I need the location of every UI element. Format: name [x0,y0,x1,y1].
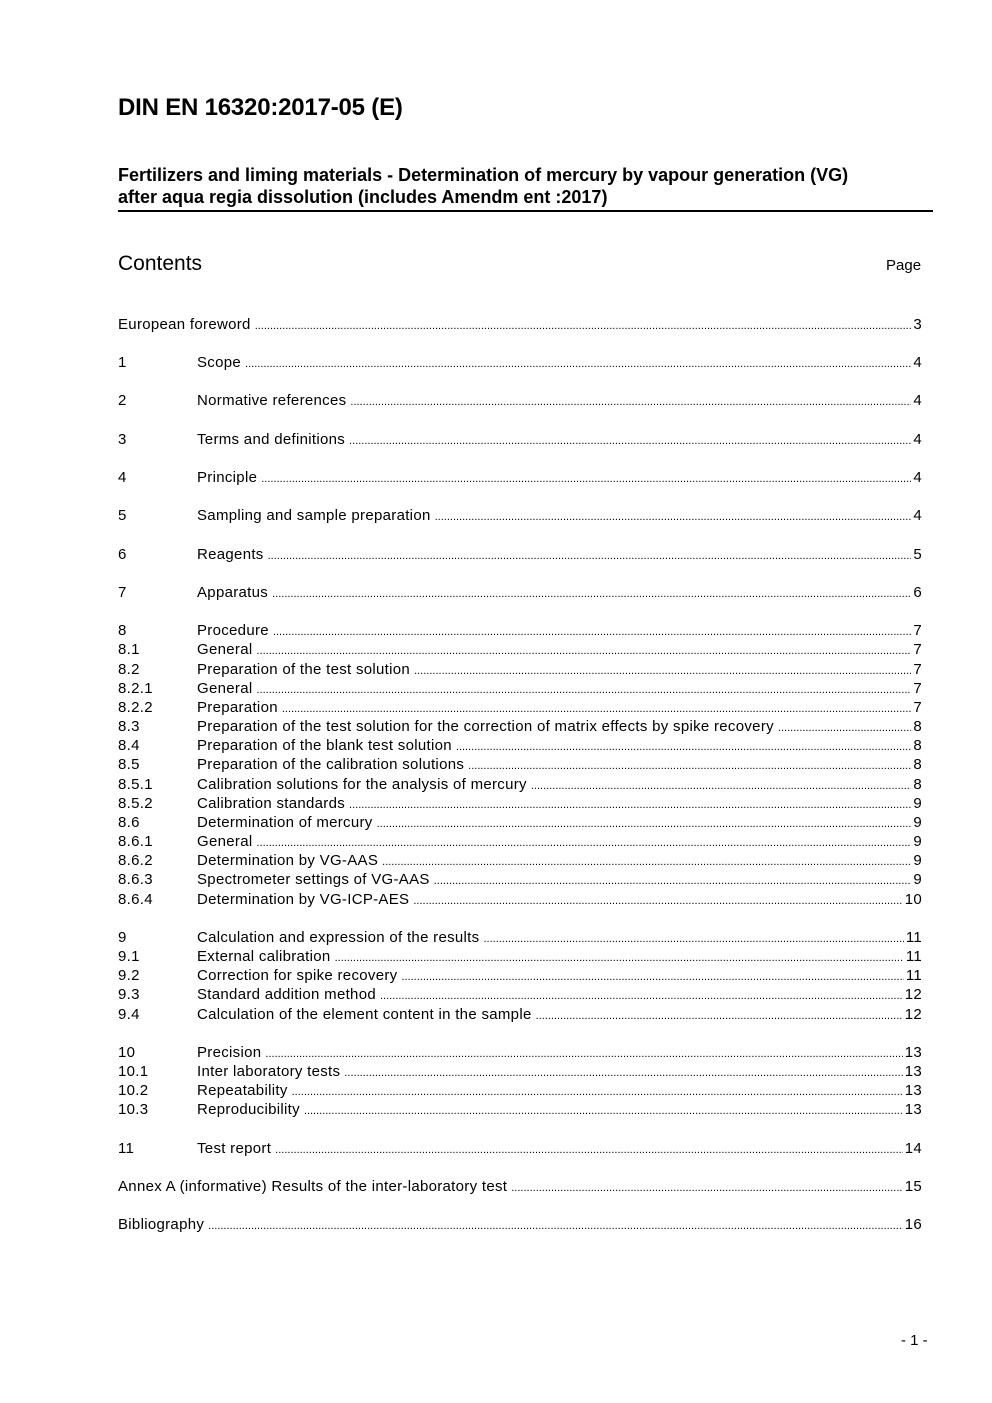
toc-entry-number: 8.4 [118,737,140,754]
toc-dot-leader [268,545,912,566]
toc-entry-page: 9 [913,795,922,812]
toc-dot-leader [304,1100,903,1121]
toc-entry[interactable] [118,794,922,813]
toc-entry-page: 13 [904,1101,922,1118]
toc-dot-leader [456,736,911,757]
toc-entry-page: 8 [913,718,922,735]
toc-entry-title: General [197,680,253,697]
toc-entry-number: 8.5 [118,756,140,773]
toc-entry-number: 8.6.2 [118,852,153,869]
toc-entry[interactable] [118,545,922,564]
toc-entry-title: Bibliography [118,1216,205,1233]
toc-entry-page: 4 [913,354,922,371]
toc-dot-leader [536,1005,903,1026]
toc-dot-leader [483,928,903,949]
toc-entry[interactable] [118,640,922,659]
toc-dot-leader [282,698,911,719]
toc-entry-page: 4 [913,392,922,409]
toc-entry-page: 6 [913,584,922,601]
toc-entry-page: 9 [913,852,922,869]
toc-entry-title: Determination by VG-ICP-AES [197,891,410,908]
toc-entry[interactable] [118,1043,922,1062]
toc-entry-number: 9.2 [118,967,140,984]
toc-entry-page: 9 [913,814,922,831]
toc-entry-title: Reproducibility [197,1101,300,1118]
toc-entry-title: Repeatability [197,1082,288,1099]
toc-entry[interactable] [118,583,922,602]
toc-entry-number: 5 [118,507,127,524]
toc-dot-leader [292,1081,903,1102]
toc-entry-title: Inter laboratory tests [197,1063,341,1080]
toc-entry-page: 12 [904,986,922,1003]
toc-entry-number: 9.4 [118,1006,140,1023]
toc-entry-page: 9 [913,833,922,850]
toc-dot-leader [272,583,911,604]
toc-dot-leader [434,870,912,891]
toc-entry[interactable] [118,928,922,947]
toc-entry-page: 15 [904,1178,922,1195]
toc-entry-title: Preparation of the blank test solution [197,737,452,754]
toc-entry[interactable] [118,985,922,1004]
toc-entry-number: 8.2 [118,661,140,678]
toc-entry[interactable] [118,679,922,698]
toc-entry[interactable] [118,813,922,832]
toc-entry-title: Calibration solutions for the analysis of mercury [197,776,527,793]
toc-entry-title: Normative references [197,392,347,409]
document-title-line-1: Fertilizers and liming materials - Determination of mercury by vapour generation (VG) [118,165,849,185]
toc-dot-leader [344,1062,902,1083]
toc-entry-page: 8 [913,737,922,754]
toc-entry-number: 9 [118,929,127,946]
toc-entry-title: Standard addition method [197,986,376,1003]
page-column-label: Page [886,257,922,274]
toc-entry-title: Terms and definitions [197,431,346,448]
toc-entry-number: 8.6.1 [118,833,153,850]
toc-entry-number: 10 [118,1044,136,1061]
toc-dot-leader [511,1177,902,1198]
toc-entry[interactable] [118,698,922,717]
toc-entry-title: Reagents [197,546,264,563]
toc-entry-title: External calibration [197,948,331,965]
toc-dot-leader [350,391,911,412]
toc-entry-page: 7 [913,699,922,716]
toc-entry-number: 8.6.4 [118,891,153,908]
toc-entry-number: 8.6 [118,814,140,831]
toc-entry-page: 16 [904,1216,922,1233]
toc-entry[interactable] [118,1177,922,1196]
toc-entry[interactable] [118,621,922,640]
toc-entry-title: Preparation of the test solution for the correction of matrix effects by spike recovery [197,718,774,735]
toc-entry-title: Determination of mercury [197,814,373,831]
toc-entry[interactable] [118,506,922,525]
toc-entry[interactable] [118,851,922,870]
toc-entry-page: 13 [904,1044,922,1061]
toc-dot-leader [349,430,911,451]
toc-entry-title: Calculation of the element content in the sample [197,1006,532,1023]
toc-entry-title: Scope [197,354,242,371]
toc-entry-number: 8.2.1 [118,680,153,697]
toc-dot-leader [380,985,903,1006]
toc-entry-number: 11 [118,1140,135,1157]
toc-entry[interactable] [118,1215,922,1234]
toc-entry-page: 13 [904,1063,922,1080]
toc-entry-number: 8.1 [118,641,140,658]
toc-entry-number: 6 [118,546,127,563]
toc-entry-page: 7 [913,641,922,658]
toc-entry[interactable] [118,870,922,889]
toc-entry-title: Calculation and expression of the results [197,929,480,946]
toc-entry-number: 9.3 [118,986,140,1003]
toc-entry-page: 3 [913,316,922,333]
toc-entry[interactable] [118,775,922,794]
toc-entry-title: Correction for spike recovery [197,967,398,984]
toc-dot-leader [255,315,912,336]
toc-entry-number: 8 [118,622,127,639]
toc-dot-leader [401,966,903,987]
toc-entry[interactable] [118,966,922,985]
toc-entry[interactable] [118,736,922,755]
toc-entry-title: Principle [197,469,258,486]
toc-dot-leader [349,794,911,815]
toc-entry-page: 7 [913,622,922,639]
toc-entry[interactable] [118,755,922,774]
toc-entry-title: Sampling and sample preparation [197,507,431,524]
toc-dot-leader [382,851,911,872]
toc-dot-leader [414,660,911,681]
toc-dot-leader [468,755,911,776]
toc-dot-leader [531,775,912,796]
toc-entry[interactable] [118,468,922,487]
toc-entry-title: Preparation [197,699,278,716]
document-title [118,164,933,212]
toc-entry-number: 8.6.3 [118,871,153,888]
toc-entry-number: 8.5.1 [118,776,153,793]
toc-dot-leader [335,947,904,968]
toc-entry[interactable] [118,717,922,736]
toc-entry-number: 8.3 [118,718,140,735]
toc-dot-leader [256,640,911,661]
toc-entry-page: 14 [904,1140,922,1157]
toc-entry-page: 11 [905,967,922,984]
toc-entry-title: General [197,641,253,658]
toc-entry[interactable] [118,353,922,372]
toc-entry-page: 4 [913,469,922,486]
toc-entry[interactable] [118,832,922,851]
toc-entry[interactable] [118,430,922,449]
toc-entry-page: 4 [913,431,922,448]
toc-entry[interactable] [118,1062,922,1081]
document-title-line-2: after aqua regia dissolution (includes Amendm ent :2017) [118,187,608,207]
toc-dot-leader [208,1215,903,1236]
toc-dot-leader [778,717,911,738]
toc-entry-page: 7 [913,680,922,697]
toc-entry-number: 7 [118,584,127,601]
toc-entry-number: 10.3 [118,1101,149,1118]
toc-entry-page: 8 [913,756,922,773]
toc-dot-leader [435,506,912,527]
toc-dot-leader [245,353,911,374]
toc-dot-leader [273,621,911,642]
toc-dot-leader [256,832,911,853]
toc-entry-title: Apparatus [197,584,269,601]
toc-entry-number: 10.1 [118,1063,149,1080]
toc-dot-leader [261,468,911,489]
toc-entry-title: Precision [197,1044,262,1061]
toc-entry-page: 5 [913,546,922,563]
toc-entry-title: Preparation of the calibration solutions [197,756,465,773]
toc-entry-number: 4 [118,469,127,486]
toc-entry-page: 11 [905,948,922,965]
toc-entry[interactable] [118,315,922,334]
toc-entry[interactable] [118,1005,922,1024]
toc-entry[interactable] [118,391,922,410]
toc-entry[interactable] [118,1139,922,1158]
toc-entry-page: 9 [913,871,922,888]
contents-heading: Contents [118,252,203,275]
toc-entry-title: Preparation of the test solution [197,661,411,678]
toc-dot-leader [256,679,911,700]
toc-entry-page: 12 [904,1006,922,1023]
toc-entry-title: Calibration standards [197,795,346,812]
toc-dot-leader [275,1139,903,1160]
toc-entry-page: 4 [913,507,922,524]
toc-entry-number: 3 [118,431,127,448]
toc-entry[interactable] [118,947,922,966]
toc-entry-title: General [197,833,253,850]
toc-entry-title: Test report [197,1140,272,1157]
toc-entry-page: 10 [904,891,922,908]
toc-entry-number: 2 [118,392,127,409]
document-id: DIN EN 16320:2017-05 (E) [118,94,403,121]
toc-entry-number: 9.1 [118,948,140,965]
toc-entry[interactable] [118,1081,922,1100]
toc-entry-page: 13 [904,1082,922,1099]
toc-dot-leader [265,1043,902,1064]
toc-entry-title: Determination by VG-AAS [197,852,379,869]
toc-entry-title: European foreword [118,316,251,333]
toc-entry-title: Spectrometer settings of VG-AAS [197,871,430,888]
toc-entry-number: 1 [118,354,127,371]
toc-dot-leader [377,813,912,834]
toc-entry-number: 8.5.2 [118,795,153,812]
toc-entry[interactable] [118,890,922,909]
toc-entry-title: Annex A (informative) Results of the inter-laboratory test [118,1178,508,1195]
toc-entry[interactable] [118,1100,922,1119]
toc-entry-title: Procedure [197,622,269,639]
toc-entry[interactable] [118,660,922,679]
toc-entry-page: 8 [913,776,922,793]
toc-entry-page: 11 [905,929,922,946]
toc-dot-leader [413,890,902,911]
page-number: - 1 - [901,1332,928,1349]
toc-entry-number: 8.2.2 [118,699,153,716]
toc-entry-number: 10.2 [118,1082,149,1099]
toc-entry-page: 7 [913,661,922,678]
